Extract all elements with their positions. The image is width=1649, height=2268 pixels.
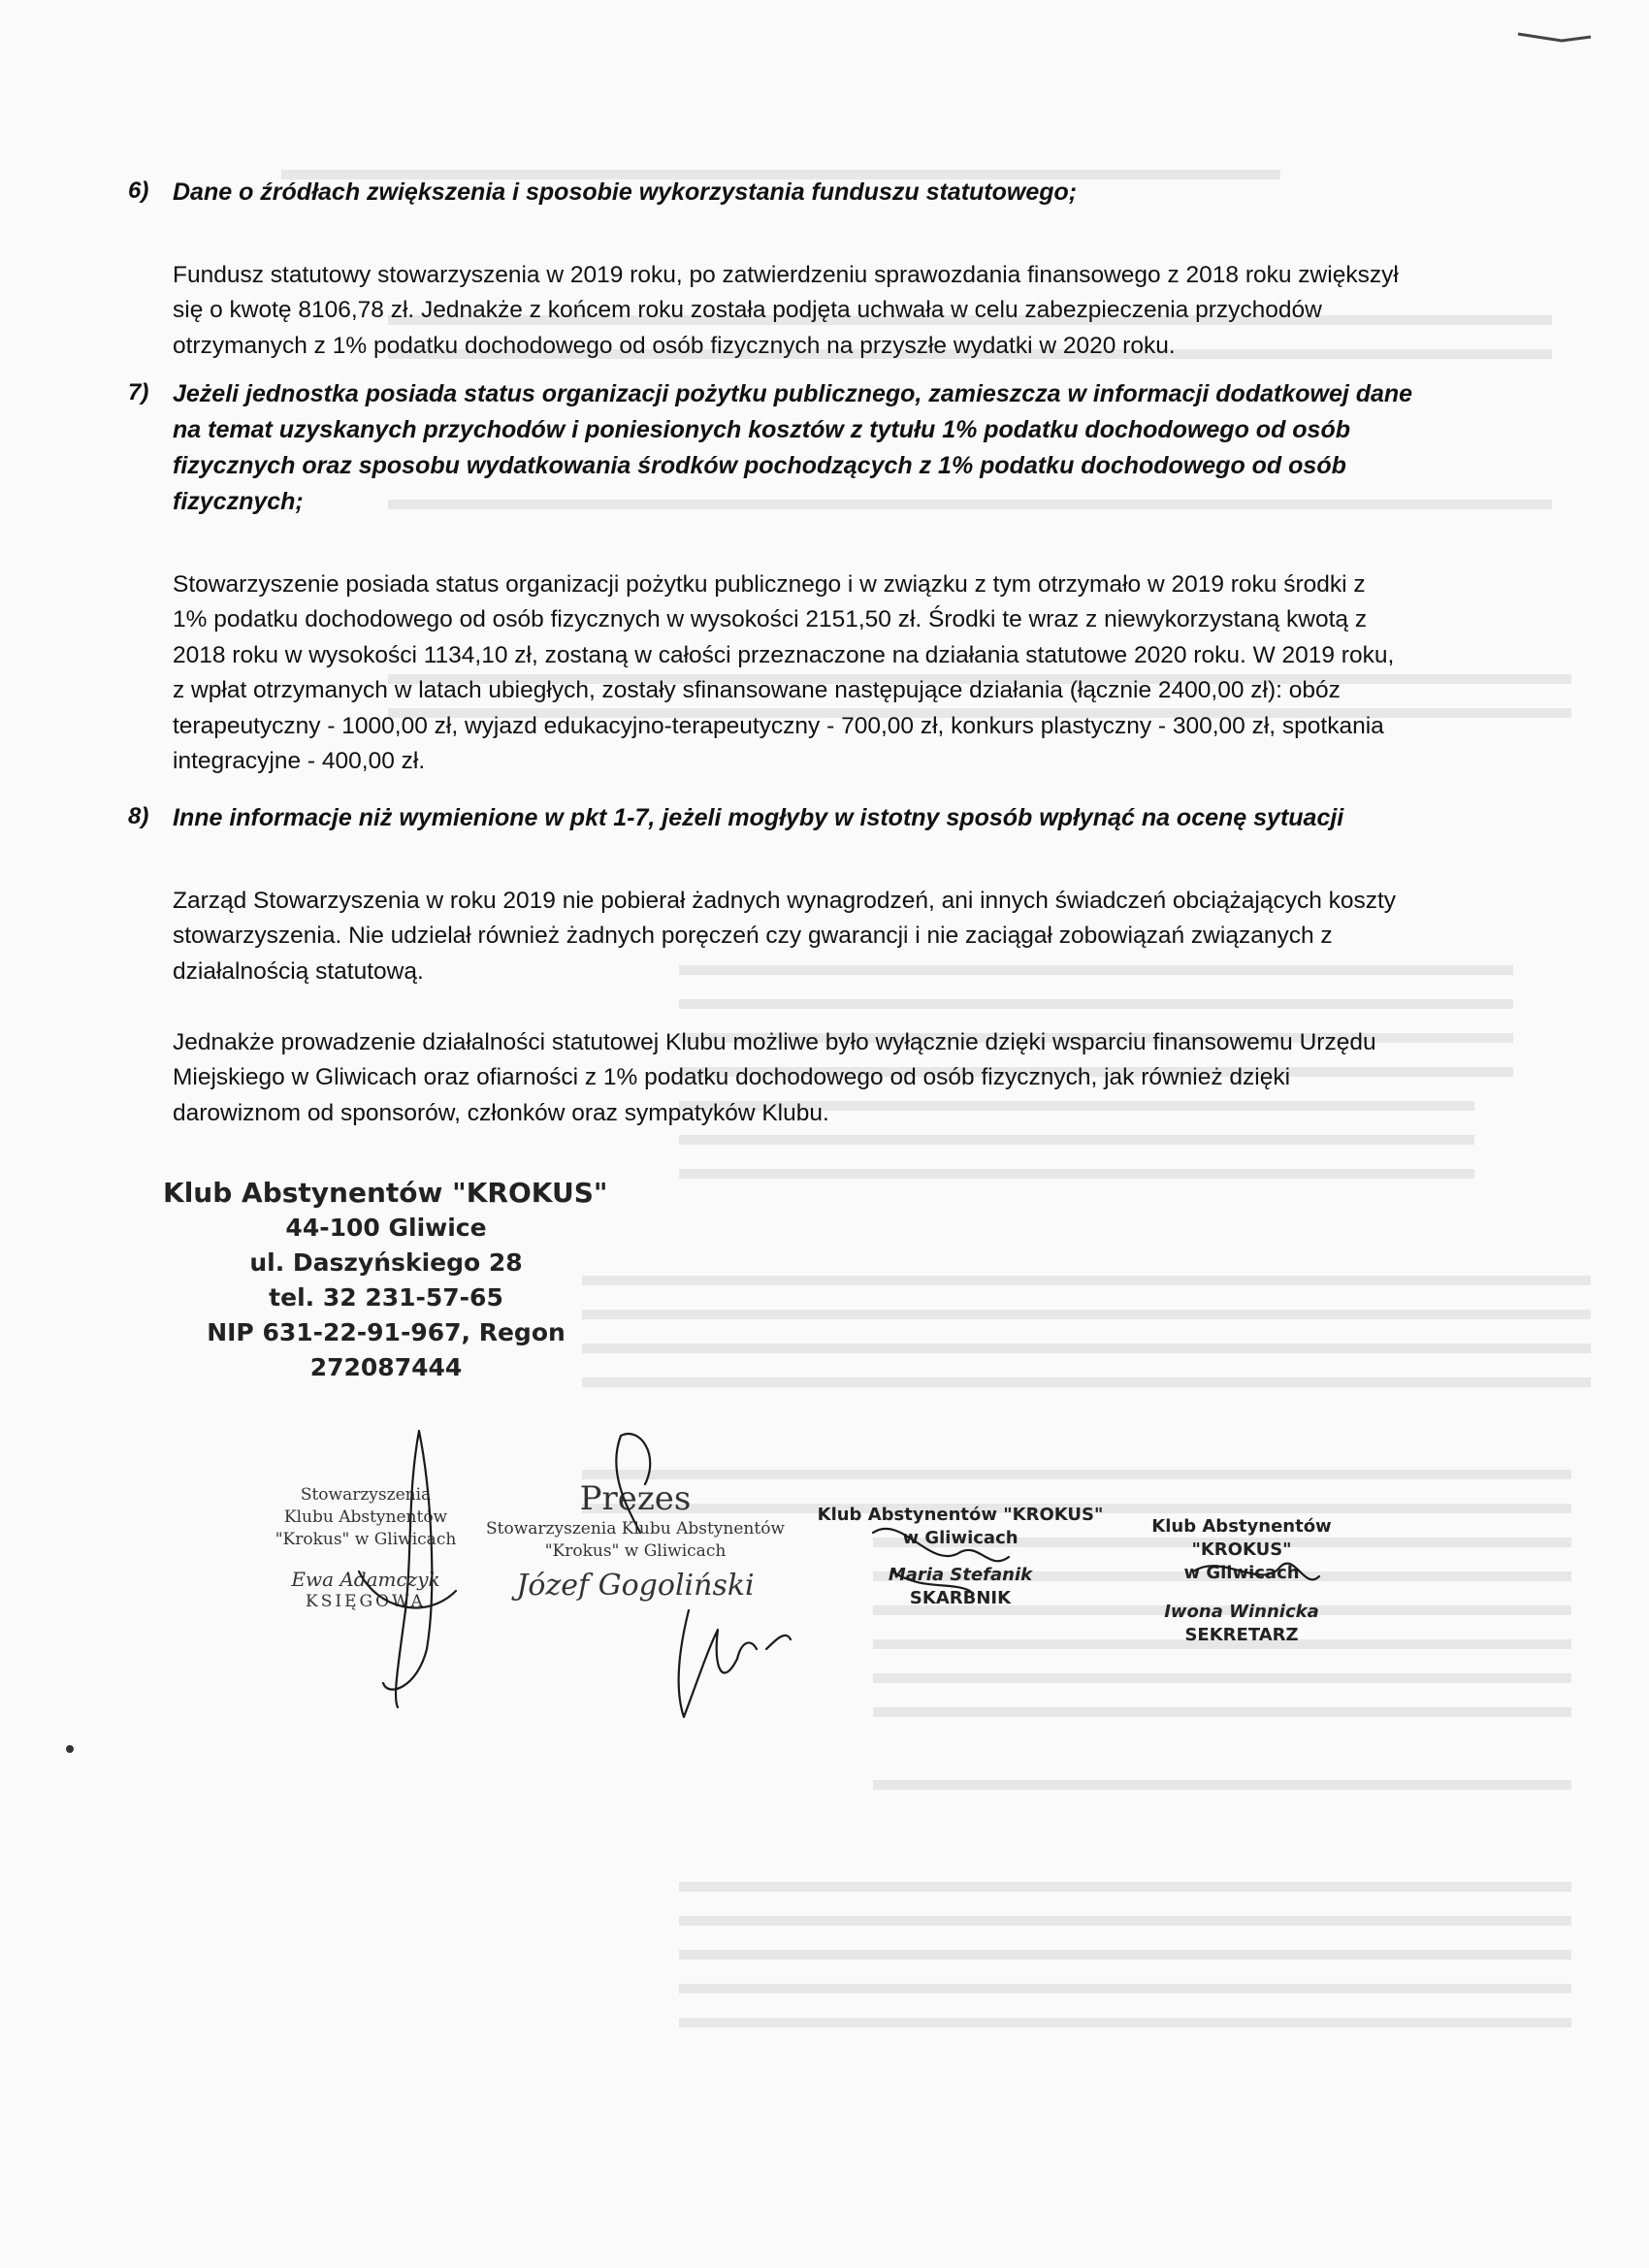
stamp-phone: tel. 32 231-57-65: [269, 1283, 503, 1312]
section-number: 7): [128, 379, 149, 405]
section-number: 8): [128, 803, 149, 829]
secretary-role: SEKRETARZ: [1184, 1625, 1299, 1645]
seal-line: Stowarzyszenia: [300, 1485, 432, 1505]
president-title: Prezes: [579, 1479, 692, 1518]
paragraph: Stowarzyszenie posiada status organizacji pożytku publicznego i w związku z tym otrzymało w 2019 roku środki z 1% podatku dochodowego od osób fizycznych w wysokości 2151,50 zł. Środki te wraz z niewykorzystaną kwotą z 2018 roku w wysokości 1134,10 zł, zostaną w całości przeznaczone na działania statutowe 2020 roku. W 2019 roku, z wpłat otrzymanych w latach ubiegłych, zostały sfinansowane następujące działania (łącznie 2400,00 zł): obóz terapeutyczny - 1000,00 zł, wyjazd edukacyjno-terapeutyczny - 700,00 zł, konkurs plastyczny - 300,00 zł, spotkania integracyjne - 400,00 zł.: [173, 570, 1395, 774]
seal-line: "Krokus" w Gliwicach: [275, 1530, 457, 1549]
seal-line: "Krokus" w Gliwicach: [544, 1541, 727, 1561]
seal-line: Stowarzyszenia Klubu Abstynentów: [486, 1519, 785, 1539]
stamp-ids: NIP 631-22-91-967, Regon 272087444: [207, 1318, 566, 1381]
president-name: Józef Gogoliński: [516, 1569, 755, 1603]
accountant-name: Ewa Adamczyk: [291, 1568, 440, 1591]
seal-line: Klubu Abstynentów: [283, 1507, 448, 1527]
stamp-city: w Gliwicach: [902, 1528, 1018, 1548]
stamp-postal: 44-100 Gliwice: [285, 1214, 487, 1242]
stamp-club: Klub Abstynentów "KROKUS": [1151, 1516, 1332, 1560]
stamp-club: Klub Abstynentów "KROKUS": [817, 1505, 1104, 1525]
section-heading: Dane o źródłach zwiększenia i sposobie wykorzystania funduszu statutowego;: [173, 178, 1078, 206]
paragraph: Zarząd Stowarzyszenia w roku 2019 nie pobierał żadnych wynagrodzeń, ani innych świadczeń obciążających koszty stowarzyszenia. Nie udzielał również żadnych poręczeń czy gwarancji i nie zaciągał zobowiązań związanych z działalnością statutową.: [173, 887, 1397, 985]
paragraph: Fundusz statutowy stowarzyszenia w 2019 roku, po zatwierdzeniu sprawozdania finansowego z 2018 roku zwiększył się o kwotę 8106,78 zł. Jednakże z końcem roku została podjęta uchwała w celu zabezpieczenia przychodów otrzymanych z 1% podatku dochodowego od osób fizycznych na przyszłe wydatki w 2020 roku.: [173, 261, 1399, 359]
treasurer-name: Maria Stefanik: [888, 1565, 1033, 1585]
section-heading: Inne informacje niż wymienione w pkt 1-7, jeżeli mogłyby w istotny sposób wpłynąć na ocenę sytuacji: [173, 804, 1344, 831]
stamp-org-name: Klub Abstynentów "KROKUS": [163, 1177, 608, 1209]
treasurer-role: SKARBNIK: [909, 1588, 1012, 1608]
secretary-name: Iwona Winnicka: [1164, 1602, 1319, 1622]
paragraph: Jednakże prowadzenie działalności statutowej Klubu możliwe było wyłącznie dzięki wsparciu finansowemu Urzędu Miejskiego w Gliwicach oraz ofiarności z 1% podatku dochodowego od osób fizycznych, jak również dzięki darowiznom od sponsorów, członków oraz sympatyków Klubu.: [173, 1028, 1376, 1126]
accountant-role: KSIĘGOWA: [306, 1592, 426, 1611]
stamp-city: w Gliwicach: [1183, 1563, 1300, 1583]
section-number: 6): [128, 178, 149, 204]
section-heading: Jeżeli jednostka posiada status organizacji pożytku publicznego, zamieszcza w informacji dodatkowej dane na temat uzyskanych przychodów i poniesionych kosztów z tytułu 1% podatku dochodowego od osób fizycznych oraz sposobu wydatkowania środków pochodzących z 1% podatku dochodowego od osób fizycznych;: [173, 380, 1413, 515]
stamp-street: ul. Daszyńskiego 28: [249, 1248, 523, 1277]
